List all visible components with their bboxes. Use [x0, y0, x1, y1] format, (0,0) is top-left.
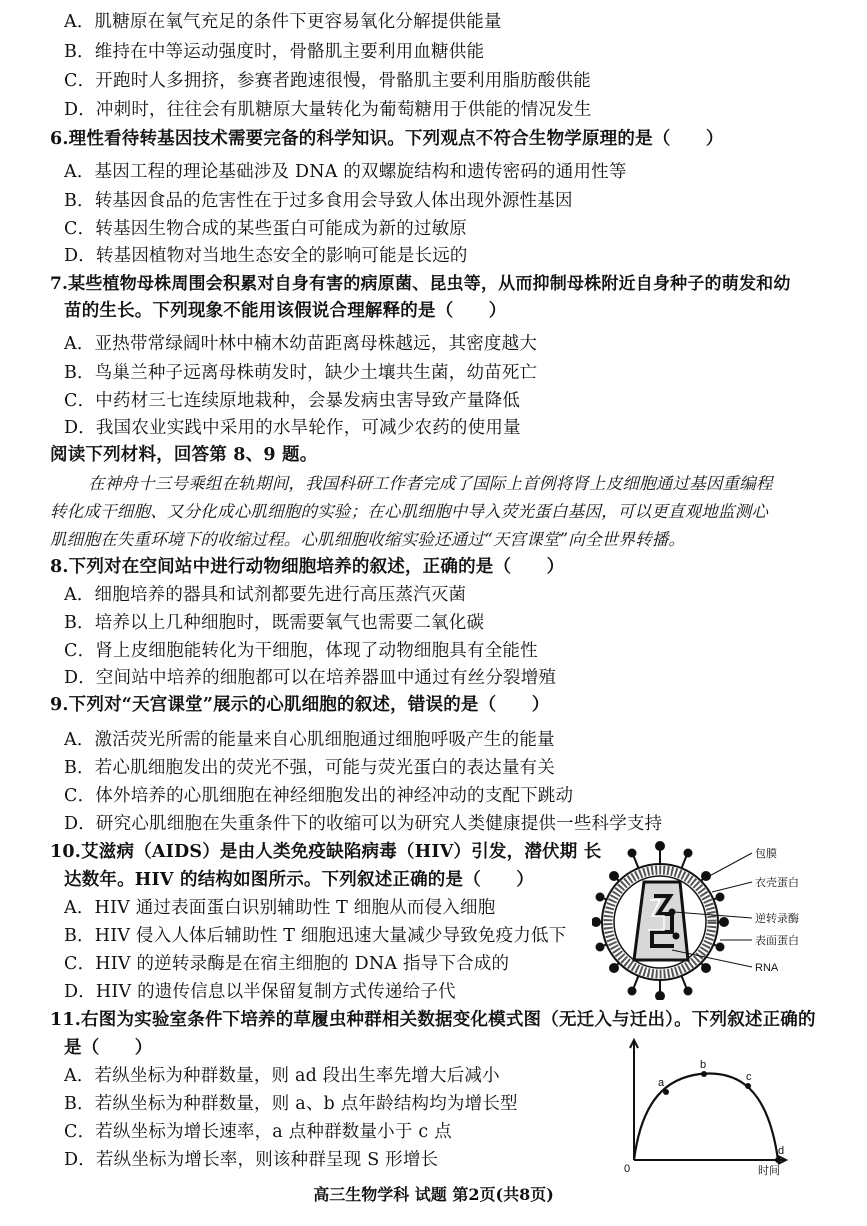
label-envelope: 包膜 [755, 848, 777, 860]
label-d: d [778, 1145, 785, 1157]
q10-stem-line1: 10.艾滋病（AIDS）是由人类免疫缺陷病毒（HIV）引发，潜伏期 长 [50, 842, 602, 862]
q8-option-d: D．空间站中培养的细胞都可以在培养器皿中通过有丝分裂增殖 [64, 668, 557, 688]
q9-stem: 9.下列对“天宫课堂”展示的心肌细胞的叙述，错误的是（ ） [50, 695, 550, 715]
label-surface-protein: 表面蛋白 [755, 935, 799, 947]
label-capsid-protein: 衣壳蛋白 [755, 877, 799, 889]
q11-option-c: C．若纵坐标为增长速率，a 点种群数量小于 c 点 [64, 1122, 452, 1142]
q9-option-b: B．若心肌细胞发出的荧光不强，可能与荧光蛋白的表达量有关 [64, 758, 555, 778]
q10-option-a: A．HIV 通过表面蛋白识别辅助性 T 细胞从而侵入细胞 [64, 898, 496, 918]
q11-option-a: A．若纵坐标为种群数量，则 ad 段出生率先增大后减小 [64, 1066, 500, 1086]
x-axis-label: 时间 [758, 1165, 780, 1177]
point-a [663, 1089, 669, 1095]
reading-paragraph-line3: 肌细胞在失重环境下的收缩过程。心肌细胞收缩实验还通过“天宫课堂”向全世界转播。 [50, 530, 686, 549]
q5-option-b: B．维持在中等运动强度时，骨骼肌主要利用血糖供能 [64, 42, 485, 62]
q9-option-d: D．研究心肌细胞在失重条件下的收缩可以为研究人类健康提供一些科学支持 [64, 814, 663, 834]
reading-paragraph-line1: 在神舟十三号乘组在轨期间，我国科研工作者完成了国际上首例将肾上皮细胞通过基因重编程 [88, 474, 773, 493]
q11-option-d: D．若纵坐标为增长率，则该种群呈现 S 形增长 [64, 1150, 439, 1170]
origin-label: 0 [624, 1163, 631, 1175]
q6-option-d: D．转基因植物对当地生态安全的影响可能是长远的 [64, 246, 468, 266]
q7-option-a: A．亚热带常绿阔叶林中楠木幼苗距离母株越远，其密度越大 [64, 334, 538, 354]
curve [634, 1073, 778, 1160]
q5-option-c: C．开跑时人多拥挤，参赛者跑速很慢，骨骼肌主要利用脂肪酸供能 [64, 71, 591, 91]
q7-stem-line1: 7.某些植物母株周围会积累对自身有害的病原菌、昆虫等，从而抑制母株附近自身种子的萌发和幼 [50, 274, 791, 294]
q6-option-b: B．转基因食品的危害性在于过多食用会导致人体出现外源性基因 [64, 191, 573, 211]
label-a: a [658, 1077, 665, 1089]
q8-option-c: C．肾上皮细胞能转化为干细胞，体现了动物细胞具有全能性 [64, 641, 538, 661]
hiv-structure-figure [592, 840, 842, 1000]
q11-stem-line1: 11.右图为实验室条件下培养的草履虫种群相关数据变化模式图（无迁入与迁出）。下列叙述正确的 [50, 1010, 816, 1030]
point-b [701, 1071, 707, 1077]
q10-stem-line2: 达数年。HIV 的结构如图所示。下列叙述正确的是（ ） [64, 870, 534, 890]
label-b: b [700, 1059, 707, 1071]
q11-option-b: B．若纵坐标为种群数量，则 a、b 点年龄结构均为增长型 [64, 1094, 518, 1114]
page-footer: 高三生物学科 试题 第2页(共8页) [313, 1185, 554, 1204]
q7-stem-line2: 苗的生长。下列现象不能用该假说合理解释的是（ ） [64, 301, 507, 321]
point-d [775, 1157, 781, 1163]
q6-option-a: A．基因工程的理论基础涉及 DNA 的双螺旋结构和遗传密码的通用性等 [64, 162, 627, 182]
point-c [745, 1083, 751, 1089]
q8-stem: 8.下列对在空间站中进行动物细胞培养的叙述，正确的是（ ） [50, 557, 565, 577]
q7-option-b: B．鸟巢兰种子远离母株萌发时，缺少土壤共生菌，幼苗死亡 [64, 363, 538, 383]
q9-option-a: A．激活荧光所需的能量来自心肌细胞通过细胞呼吸产生的能量 [64, 730, 555, 750]
q7-option-d: D．我国农业实践中采用的水旱轮作，可减少农药的使用量 [64, 418, 521, 438]
q10-option-d: D．HIV 的遗传信息以半保留复制方式传递给子代 [64, 982, 456, 1002]
q10-option-b: B．HIV 侵入人体后辅助性 T 细胞迅速大量减少导致免疫力低下 [64, 926, 567, 946]
population-curve-graph [620, 1038, 800, 1178]
q9-option-c: C．体外培养的心肌细胞在神经细胞发出的神经冲动的支配下跳动 [64, 786, 574, 806]
label-rna: RNA [755, 962, 779, 974]
reading-intro: 阅读下列材料，回答第 8、9 题。 [50, 445, 318, 465]
label-reverse-transcriptase: 逆转录酶 [755, 913, 799, 925]
label-c: c [746, 1071, 752, 1083]
capsid [634, 882, 688, 960]
q7-option-c: C．中药材三七连续原地栽种，会暴发病虫害导致产量降低 [64, 391, 521, 411]
q6-option-c: C．转基因生物合成的某些蛋白可能成为新的过敏原 [64, 219, 467, 239]
q6-stem: 6.理性看待转基因技术需要完备的科学知识。下列观点不符合生物学原理的是（ ） [50, 129, 724, 149]
q8-option-a: A．细胞培养的器具和试剂都要先进行高压蒸汽灭菌 [64, 585, 467, 605]
q5-option-d: D．冲刺时，往往会有肌糖原大量转化为葡萄糖用于供能的情况发生 [64, 100, 592, 120]
q8-option-b: B．培养以上几种细胞时，既需要氧气也需要二氧化碳 [64, 613, 485, 633]
reading-paragraph-line2: 转化成干细胞、又分化成心肌细胞的实验；在心肌细胞中导入荧光蛋白基因，可以更直观地监测心 [50, 502, 769, 521]
q10-option-c: C．HIV 的逆转录酶是在宿主细胞的 DNA 指导下合成的 [64, 954, 510, 974]
q11-stem-line2: 是（ ） [64, 1038, 153, 1058]
q5-option-a: A．肌糖原在氧气充足的条件下更容易氧化分解提供能量 [64, 12, 502, 32]
